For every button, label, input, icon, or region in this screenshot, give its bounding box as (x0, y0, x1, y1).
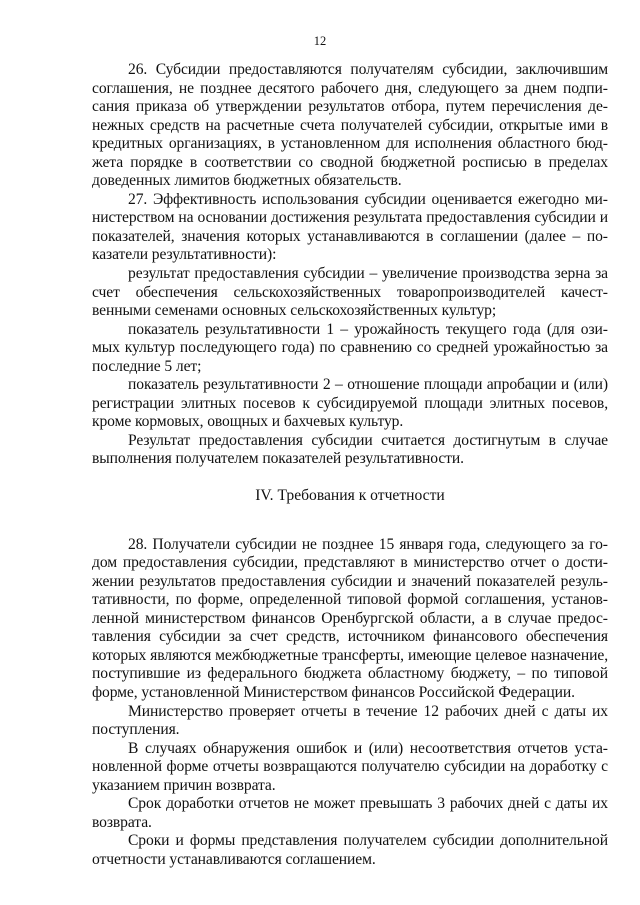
paragraph-27: 27. Эффективность использования субсидии оценивается ежегодно министерством на основании достижения результата предоставления субсидии и показателей, значения которых устанавливаются в соглашении (далее – показатели результативности): (92, 190, 608, 264)
document-body (92, 61, 608, 869)
section-heading: IV. Требования к отчетности (255, 487, 445, 505)
paragraph-indicator-1: показатель результативности 1 – урожайность текущего года (для озимых культур последующего года) по сравнению со средней урожайностью за последние 5 лет; (92, 320, 608, 375)
paragraph-errors-return: В случаях обнаружения ошибок и (или) несоответствия отчетов установленной форме отчеты возвращаются получателю субсидии на доработку с указанием причин возврата. (92, 739, 608, 794)
paragraph-ministry-check: Министерство проверяет отчеты в течение 12 рабочих дней с даты их поступления. (92, 702, 608, 739)
paragraph-result-achieved: Результат предоставления субсидии считается достигнутым в случае выполнения получателем показателей результативности. (92, 431, 608, 468)
paragraph-26: 26. Субсидии предоставляются получателям субсидии, заключившим соглашения, не позднее десятого рабочего дня, следующего за днем подписания приказа об утверждении результатов отбора, путем перечисления денежных средств на расчетные счета получателей субсидии, открытые ими в кредитных организациях, в установленном для исполнения областного бюджета порядке в соответствии со сводной бюджетной росписью в пределах доведенных лимитов бюджетных обязательств. (92, 61, 608, 190)
paragraph-indicator-2: показатель результативности 2 – отношение площади апробации и (или) регистрации элитных посевов к субсидируемой площади элитных посевов, кроме кормовых, овощных и бахчевых культур. (92, 376, 608, 431)
paragraph-revision-term: Срок доработки отчетов не может превышать 3 рабочих дней с даты их возврата. (92, 795, 608, 831)
paragraph-28: 28. Получатели субсидии не позднее 15 января года, следующего за годом предоставления субсидии, представляют в министерство отчет о достижении результатов предоставления субсидии и значений показателей результативности, по форме, определенной типовой формой соглашения, установленной министерством финансов Оренбургской области, а в случае предоставления субсидии за счет средств, источником финансового обеспечения которых являются межбюджетные трансферты, имеющие целевое назначение, поступившие из федерального бюджета областному бюджету, – по типовой форме, установленной Министерством финансов Российской Федерации. (92, 535, 608, 701)
paragraph-additional-reporting: Сроки и формы представления получателем субсидии дополнительной отчетности устанавливаются соглашением. (92, 832, 608, 868)
page-number: 12 (313, 34, 327, 48)
paragraph-result: результат предоставления субсидии – увеличение производства зерна за счет обеспечения сельскохозяйственных товаропроизводителей качественными семенами основных сельскохозяйственных культур; (92, 265, 608, 320)
